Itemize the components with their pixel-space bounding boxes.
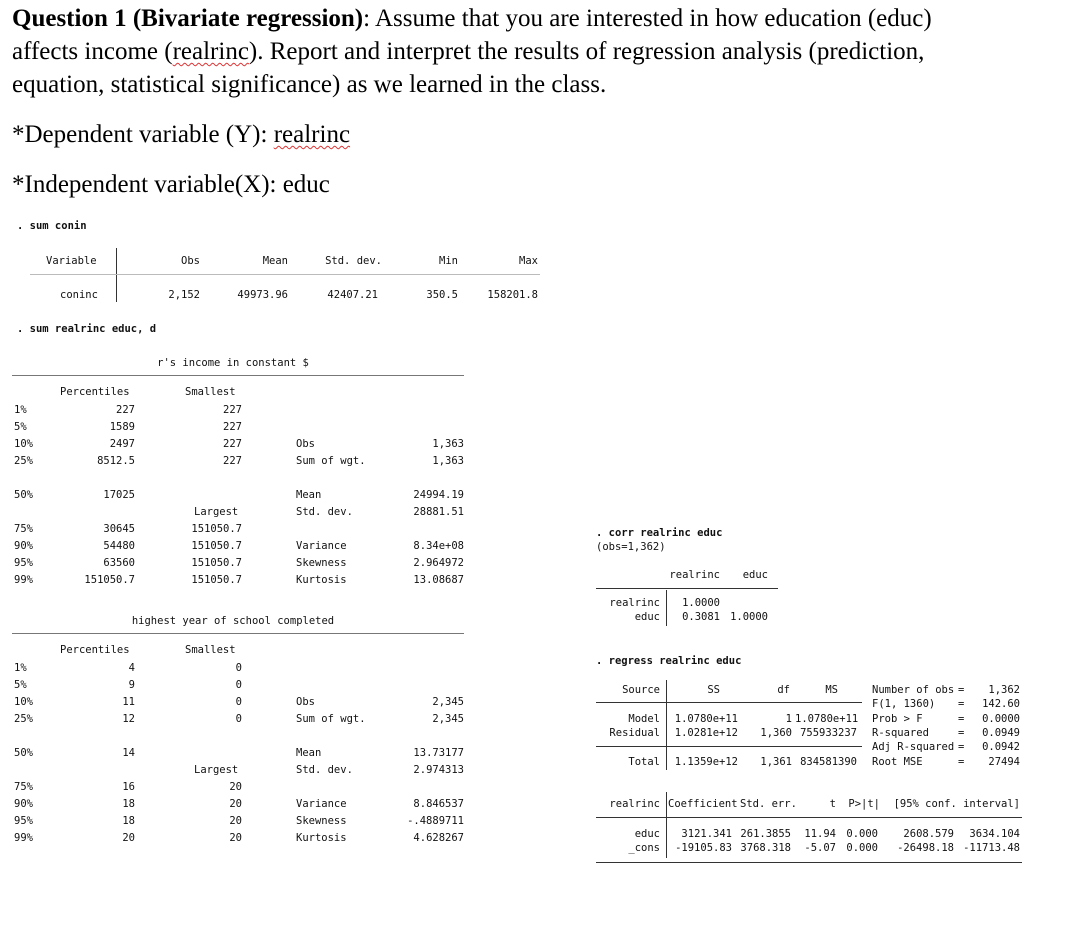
dependent-variable-line [12,118,350,151]
sum-conin-header-mean: Mean [262,255,288,267]
fit-stat-label: Number of obs [872,684,955,696]
coef-rule-bottom [596,862,1022,863]
coef-header-depvar: realrinc [609,798,660,810]
corr-rule [596,588,778,589]
realrinc-detail-title: r's income in constant $ [157,357,309,369]
sum-realrinc-command: . sum realrinc educ, d [17,323,157,335]
question-title-rest: : Assume that you are interested in how education (educ) [363,5,932,32]
educ-stat-label: Mean [296,747,322,759]
sum-conin-header-variable: Variable [46,255,97,267]
educ-largest-value: 20 [229,781,242,793]
educ-detail-rule [12,633,464,634]
educ-stat-label: Std. dev. [296,764,353,776]
realrinc-stat-label: Sum of wgt. [296,455,366,467]
fit-stat-eq: = [958,741,965,754]
educ-pct-value: 12 [122,713,135,725]
educ-pct-label: 1% [14,662,27,674]
realrinc-pct-label: 90% [14,540,33,552]
coef-header-coef: Coefficient [668,798,738,810]
fit-stat-value: 27494 [988,755,1020,768]
realrinc-pct-label: 99% [14,574,33,586]
educ-stat-label: Sum of wgt. [296,713,366,725]
fit-stat-label: Prob > F [872,712,923,725]
anova-header-ms: MS [825,684,838,696]
educ-pct-value: 14 [122,747,135,759]
educ-stat-label: Kurtosis [296,832,347,844]
educ-pct-label: 75% [14,781,33,793]
anova-df: 1 [785,713,792,725]
coef-header-t: t [829,798,836,810]
educ-pct-value: 16 [122,781,135,793]
realrinc-pct-value: 63560 [103,557,135,569]
anova-source: Total [628,756,660,768]
educ-detail-title: highest year of school completed [131,615,335,627]
educ-pct-label: 90% [14,798,33,810]
realrinc-largest-value: 151050.7 [191,523,242,535]
educ-pct-value: 20 [122,832,135,844]
fit-stat-value: 0.0942 [982,741,1020,754]
realrinc-stat-value: 13.08687 [413,574,464,586]
fit-stat-eq: = [958,698,965,711]
corr-command: . corr realrinc educ [596,527,723,539]
coef-header-se: Std. err. [740,798,797,810]
anova-rule-top [596,702,862,703]
sum-conin-row-min: 350.5 [426,289,458,301]
realrinc-pct-label: 95% [14,557,33,569]
educ-stat-value: 2,345 [432,713,464,725]
educ-stat-value: 2.974313 [413,764,464,776]
question-title-line [12,2,932,35]
educ-largest-value: 20 [229,798,242,810]
fit-stat-value: 0.0949 [982,726,1020,739]
educ-smallest-value: 0 [235,662,242,674]
realrinc-stat-label: Obs [296,438,315,450]
realrinc-pct-label: 50% [14,489,33,501]
realrinc-smallest-value: 227 [223,455,242,467]
fit-stat-eq: = [958,755,965,768]
coef-divider [666,792,667,858]
corr-row-educ-v1: 0.3081 [682,611,720,623]
coef-header-ci: [95% conf. interval] [893,798,1020,810]
dependent-value: realrinc [273,121,351,148]
fit-stat-label: R-squared [872,726,929,739]
educ-pct-value: 9 [128,679,135,691]
corr-row-educ-v2: 1.0000 [730,611,768,623]
educ-pct-value: 4 [128,662,135,674]
coef-t: -5.07 [804,842,836,854]
realrinc-smallest-value: 227 [223,438,242,450]
realrinc-stat-label: Kurtosis [296,574,347,586]
realrinc-stat-value: 2.964972 [413,557,464,569]
educ-pct-label: 5% [14,679,27,691]
anova-ms: 1.0780e+11 [795,713,859,725]
realrinc-largest-value: 151050.7 [191,540,242,552]
coef-t: 11.94 [804,828,836,840]
realrinc-stat-label: Std. dev. [296,506,353,518]
realrinc-pct-value: 227 [116,404,135,416]
realrinc-pct-value: 8512.5 [97,455,135,467]
corr-header-realrinc: realrinc [669,569,720,581]
educ-smallest-value: 0 [235,713,242,725]
fit-stat-label: Root MSE [872,755,923,768]
realrinc-stat-value: 8.34e+08 [413,540,464,552]
anova-header-ss: SS [707,684,720,696]
realrinc-pct-value: 17025 [103,489,135,501]
coef-name: educ [634,828,660,840]
corr-header-educ: educ [742,569,768,581]
regress-command: . regress realrinc educ [596,655,742,667]
corr-row-realrinc-v1: 1.0000 [682,597,720,609]
realrinc-pct-label: 1% [14,404,27,416]
corr-row-educ-name: educ [634,611,660,623]
question-title: Question 1 (Bivariate regression) [12,5,364,32]
fit-stat-label: F(1, 1360) [872,698,936,711]
sum-conin-header-max: Max [519,255,538,267]
coef-value: -19105.83 [675,842,732,854]
fit-stat-value: 0.0000 [982,712,1020,725]
educ-pct-label: 10% [14,696,33,708]
dependent-label: *Dependent variable (Y): [12,121,274,148]
anova-source: Residual [609,727,660,739]
corr-row-realrinc-name: realrinc [609,597,660,609]
anova-ss: 1.1359e+12 [674,756,738,768]
educ-largest-value: 20 [229,815,242,827]
realrinc-pct-value: 54480 [103,540,135,552]
realrinc-smallest-value: 227 [223,404,242,416]
sum-conin-divider [116,248,117,302]
realrinc-stat-value: 28881.51 [413,506,464,518]
sum-conin-row-sd: 42407.21 [327,289,378,301]
educ-stat-value: 2,345 [432,696,464,708]
realrinc-percentiles-header: Percentiles [60,386,130,398]
sum-conin-rule [30,274,540,275]
corr-divider [666,590,667,626]
coef-p: 0.000 [846,828,878,840]
anova-rule-bottom [596,746,862,747]
anova-ss: 1.0281e+12 [674,727,738,739]
coef-ci-low: -26498.18 [897,842,954,854]
realrinc-stat-label: Mean [296,489,322,501]
realrinc-stat-value: 24994.19 [413,489,464,501]
realrinc-detail-rule [12,375,464,376]
sum-conin-header-obs: Obs [181,255,200,267]
anova-divider [666,680,667,770]
realrinc-stat-value: 1,363 [432,438,464,450]
fit-stat-eq: = [958,712,965,725]
spellcheck-word: realrinc [172,38,249,65]
fit-stat-eq: = [958,684,965,696]
educ-percentiles-header: Percentiles [60,644,130,656]
anova-ms: 755933237 [800,727,857,739]
coef-rule-top [596,817,1022,818]
realrinc-smallest-header: Smallest [185,386,236,398]
sum-conin-header-min: Min [439,255,458,267]
educ-stat-value: 13.73177 [413,747,464,759]
realrinc-largest-value: 151050.7 [191,557,242,569]
realrinc-pct-value: 30645 [103,523,135,535]
coef-ci-high: 3634.104 [969,828,1020,840]
educ-smallest-header: Smallest [185,644,236,656]
anova-df: 1,361 [760,756,792,768]
educ-pct-label: 50% [14,747,33,759]
sum-conin-header-sd: Std. dev. [325,255,382,267]
independent-variable-line: *Independent variable(X): educ [12,171,330,198]
educ-pct-label: 25% [14,713,33,725]
coef-ci-low: 2608.579 [903,828,954,840]
anova-ms: 834581390 [800,756,857,768]
educ-stat-value: -.4889711 [407,815,464,827]
realrinc-smallest-value: 227 [223,421,242,433]
coef-se: 261.3855 [740,828,791,840]
realrinc-stat-value: 1,363 [432,455,464,467]
fit-stat-eq: = [958,726,965,739]
anova-ss: 1.0780e+11 [674,713,738,725]
realrinc-pct-value: 1589 [109,421,135,433]
question-line-2-post: ). Report and interpret the results of regression analysis (prediction, [248,38,925,65]
coef-value: 3121.341 [681,828,732,840]
realrinc-pct-value: 151050.7 [84,574,135,586]
educ-stat-label: Variance [296,798,347,810]
educ-stat-label: Skewness [296,815,347,827]
realrinc-stat-label: Skewness [296,557,347,569]
educ-pct-label: 95% [14,815,33,827]
educ-largest-header: Largest [194,764,239,776]
educ-smallest-value: 0 [235,679,242,691]
realrinc-pct-value: 2497 [109,438,135,450]
educ-pct-value: 18 [122,815,135,827]
anova-df: 1,360 [760,727,792,739]
realrinc-stat-label: Variance [296,540,347,552]
educ-pct-value: 18 [122,798,135,810]
coef-ci-high: -11713.48 [963,842,1020,854]
realrinc-pct-label: 5% [14,421,27,433]
educ-stat-value: 8.846537 [413,798,464,810]
coef-name: _cons [628,842,660,854]
realrinc-pct-label: 10% [14,438,33,450]
educ-largest-value: 20 [229,832,242,844]
realrinc-pct-label: 75% [14,523,33,535]
fit-stat-label: Adj R-squared [872,741,955,754]
corr-obs: (obs=1,362) [596,541,666,553]
fit-stat-value: 1,362 [988,684,1020,696]
educ-pct-label: 99% [14,832,33,844]
educ-stat-label: Obs [296,696,315,708]
question-line-2 [12,35,924,68]
educ-stat-value: 4.628267 [413,832,464,844]
educ-pct-value: 11 [122,696,135,708]
coef-header-p: P>|t| [848,798,880,810]
sum-conin-row-mean: 49973.96 [237,289,288,301]
sum-conin-command: . sum conin [17,220,87,232]
realrinc-largest-header: Largest [194,506,239,518]
coef-p: 0.000 [846,842,878,854]
realrinc-pct-label: 25% [14,455,33,467]
realrinc-largest-value: 151050.7 [191,574,242,586]
sum-conin-row-variable: coninc [60,289,98,301]
educ-smallest-value: 0 [235,696,242,708]
anova-source: Model [628,713,660,725]
anova-header-source: Source [622,684,660,696]
fit-stat-value: 142.60 [982,698,1020,711]
sum-conin-row-obs: 2,152 [168,289,200,301]
coef-se: 3768.318 [740,842,791,854]
sum-conin-row-max: 158201.8 [487,289,538,301]
anova-header-df: df [777,684,790,696]
question-line-3: equation, statistical significance) as we learned in the class. [12,71,607,98]
question-line-2-pre: affects income ( [12,38,173,65]
